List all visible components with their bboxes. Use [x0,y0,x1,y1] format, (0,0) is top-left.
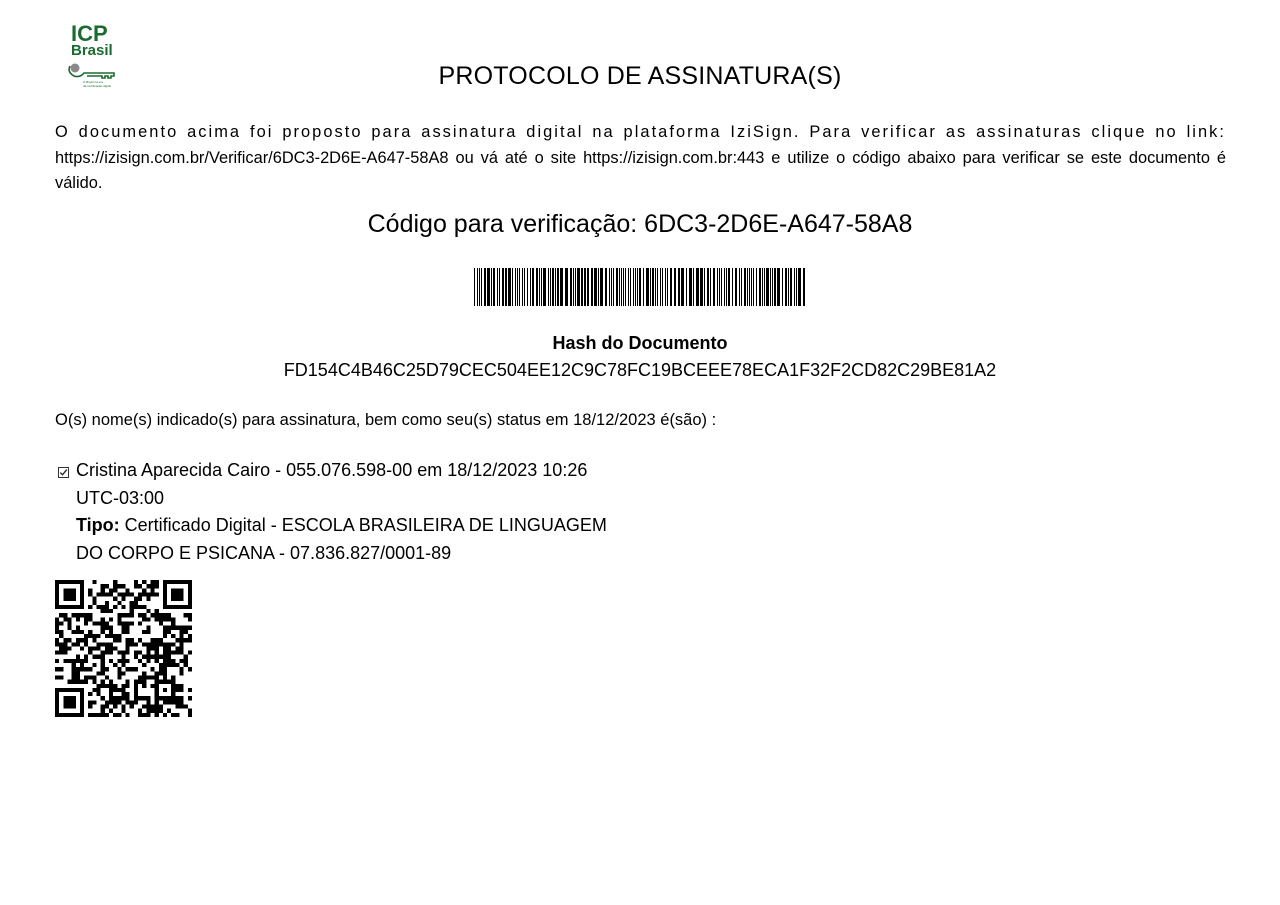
signer-organization: DO CORPO E PSICANA - 07.836.827/0001-89 [76,542,452,563]
signer-type-label: Tipo: [76,515,120,535]
page-title: PROTOCOLO DE ASSINATURA(S) [438,62,842,90]
hash-value: FD154C4B46C25D79CEC504EE12C9C78FC19BCEEE78ECA1F32F2CD82C29BE81A2 [283,360,997,380]
hash-title: Hash do Documento [552,333,728,353]
signer-timezone: UTC-03:00 [76,487,165,508]
names-status-line: O(s) nome(s) indicado(s) para assinatura, bem como seu(s) status em 18/12/2023 é(são) : [55,411,717,429]
logo-tagline: O Brasil na era [83,80,104,84]
signer-type-value: Certificado Digital - ESCOLA BRASILEIRA DE LINGUAGEM [124,515,607,535]
intro-line1: O documento acima foi proposto para assinatura digital na plataforma IziSign. Para verificar as assinaturas clique no link: [55,123,1226,141]
checked-checkbox-icon [58,465,69,476]
logo-line1: ICP [71,21,108,46]
logo-line2: Brasil [71,42,113,59]
intro-paragraph [55,120,1226,197]
intro-rest: https://izisign.com.br/Verificar/6DC3-2D6E-A647-58A8 ou vá até o site https://izisign.com.br:443 e utilize o código abaixo para verificar se este documento é válido. [55,148,1226,192]
verification-code: Código para verificação: 6DC3-2D6E-A647-58A8 [367,210,913,238]
signer-name-line: Cristina Aparecida Cairo - 055.076.598-00 em 18/12/2023 10:26 [76,460,588,480]
barcode-icon [474,268,806,306]
qr-code-icon [55,580,192,717]
svg-text:da certificação digital: da certificação digital [83,84,112,88]
signer-type-line [76,512,636,540]
